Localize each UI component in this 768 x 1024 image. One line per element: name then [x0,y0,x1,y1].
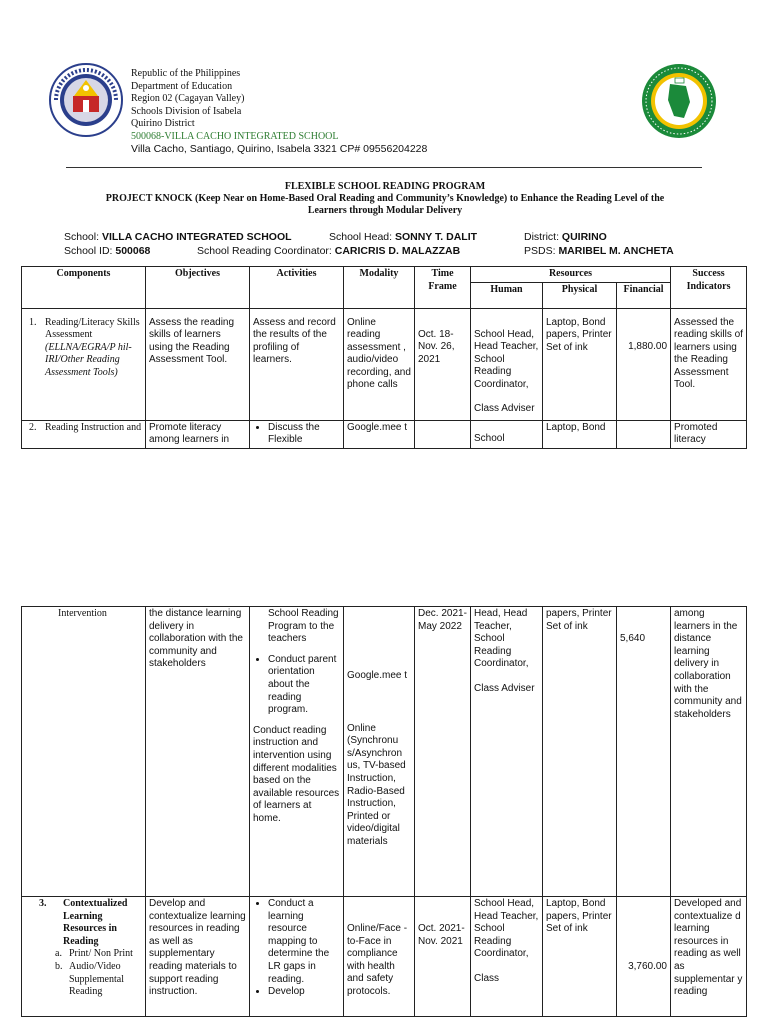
row2-human-bottom: Head, Head Teacher, School Reading Coordinator, Class Adviser [471,607,543,897]
program-table-page2 [21,606,747,1017]
header-activities: Activities [250,267,344,309]
row3-success: Developed and contextualize d learning resources in reading as well as supplementar y reading [671,897,747,1017]
table-row [22,420,747,448]
school-head-value: SONNY T. DALIT [394,231,478,243]
district-value: QUIRINO [561,231,607,243]
row1-physical: Laptop, Bond papers, Printer Set of ink [543,308,617,420]
header-success-indicators: Success Indicators [671,267,747,309]
header-district: Quirino District [131,118,195,129]
project-title: PROJECT KNOCK (Keep Near on Home-Based Oral Reading and Community’s Knowledge) to Enhance the Reading Level of the [105,193,665,204]
header-republic: Republic of the Philippines [131,68,241,79]
row2-time-top [415,420,471,448]
header-physical: Physical [543,282,617,308]
row3-objective: Develop and contextualize learning resources in reading as well as supplementary reading materials to support reading instruction. [146,897,250,1017]
row2-component-top: 2. Reading Instruction and [22,420,146,448]
row3-financial: 3,760.00 [617,897,671,1017]
row2-activity-top: • Discuss the Flexible [250,420,344,448]
row2-success-bottom: among learners in the distance learning delivery in collaboration with the community and stakeholders [671,607,747,897]
school-info: School: VILLA CACHO INTEGRATED SCHOOL [64,231,292,243]
school-id-value: 500068 [115,245,151,257]
header-school-name: 500068-VILLA CACHO INTEGRATED SCHOOL [131,130,339,142]
header-objectives: Objectives [146,267,250,309]
row2-activity-bottom: School Reading Program to the teachers • Conduct parent orientation about the reading program. Conduct reading instruction and intervention using different modalities based on the available resources of learners at home. [250,607,344,897]
division-seal-logo [640,62,718,140]
psds-info: PSDS: MARIBEL M. ANCHETA [524,245,674,257]
row3-modality: Online/Face -to-Face in compliance with health and safety protocols. [344,897,415,1017]
row1-modality: Online reading assessment , audio/video recording, and phone calls [344,308,415,420]
row1-financial: 1,880.00 [617,308,671,420]
header-modality: Modality [344,267,415,309]
school-id-info: School ID: 500068 [64,245,151,257]
program-title: FLEXIBLE SCHOOL READING PROGRAM [284,181,486,192]
row3-human: School Head, Head Teacher, School Reading Coordinator, Class [471,897,543,1017]
school-head-info: School Head: SONNY T. DALIT [329,231,478,243]
letterhead [131,68,551,156]
header-resources: Resources [471,267,671,283]
psds-value: MARIBEL M. ANCHETA [558,245,674,257]
reading-coordinator-info: School Reading Coordinator: CARICRIS D. MALAZZAB [197,245,461,257]
header-divider [66,167,702,168]
row2-financial-top [617,420,671,448]
row1-time-frame: Oct. 18- Nov. 26, 2021 [415,308,471,420]
program-table-page1 [21,266,747,449]
row2-time-bottom: Dec. 2021- May 2022 [415,607,471,897]
row2-human-top: School [471,420,543,448]
row1-success: Assessed the reading skills of learners using the Reading Assessment Tool. [671,308,747,420]
district-info: District: QUIRINO [524,231,607,243]
row1-objective: Assess the reading skills of learners using the Reading Assessment Tool. [146,308,250,420]
row3-component: 3. Contextualized Learning Resources in Reading a. Print/ Non Print b. Audio/Video Supplemental Reading [22,897,146,1017]
row2-modality-top: Google.mee t [344,420,415,448]
table-row [22,308,747,420]
school-name-value: VILLA CACHO INTEGRATED SCHOOL [101,231,292,243]
header-time-frame: Time Frame [415,267,471,309]
deped-seal-logo [48,62,124,138]
row2-financial-bottom: 5,640 [617,607,671,897]
row2-physical-top: Laptop, Bond [543,420,617,448]
row2-objective-top: Promote literacy among learners in [146,420,250,448]
header-division: Schools Division of Isabela [131,105,242,117]
header-address: Villa Cacho, Santiago, Quirino, Isabela 3321 CP# 09556204228 [131,143,428,155]
row2-objective-bottom: the distance learning delivery in collaboration with the community and stakeholders [146,607,250,897]
row2-modality-bottom: Google.mee t Online (Synchronu s/Asynchron us, TV-based Instruction, Radio-Based Instruction, Printed or video/digital materials [344,607,415,897]
header-components: Components [22,267,146,309]
row2-success-top: Promoted literacy [671,420,747,448]
row2-physical-bottom: papers, Printer Set of ink [543,607,617,897]
row1-component: 1. Reading/Literacy Skills Assessment (ELLNA/EGRA/P hil-IRI/Other Reading Assessment Tools) [22,308,146,420]
row3-physical: Laptop, Bond papers, Printer Set of ink [543,897,617,1017]
row3-time-frame: Oct. 2021- Nov. 2021 [415,897,471,1017]
row3-activity: • Conduct a learning resource mapping to determine the LR gaps in reading. • Develop [250,897,344,1017]
header-human: Human [471,282,543,308]
project-title-cont: Learners through Modular Delivery [307,205,463,216]
table-row [22,897,747,1017]
reading-coordinator-value: CARICRIS D. MALAZZAB [334,245,461,257]
row1-human: School Head, Head Teacher, School Reading Coordinator, Class Adviser [471,308,543,420]
header-department: Department of Education [131,80,233,92]
row2-component-bottom: Intervention [22,607,146,897]
table-row [22,607,747,897]
header-region: Region 02 (Cagayan Valley) [131,93,245,104]
header-financial: Financial [617,282,671,308]
row1-activity: Assess and record the results of the profiling of learners. [250,308,344,420]
